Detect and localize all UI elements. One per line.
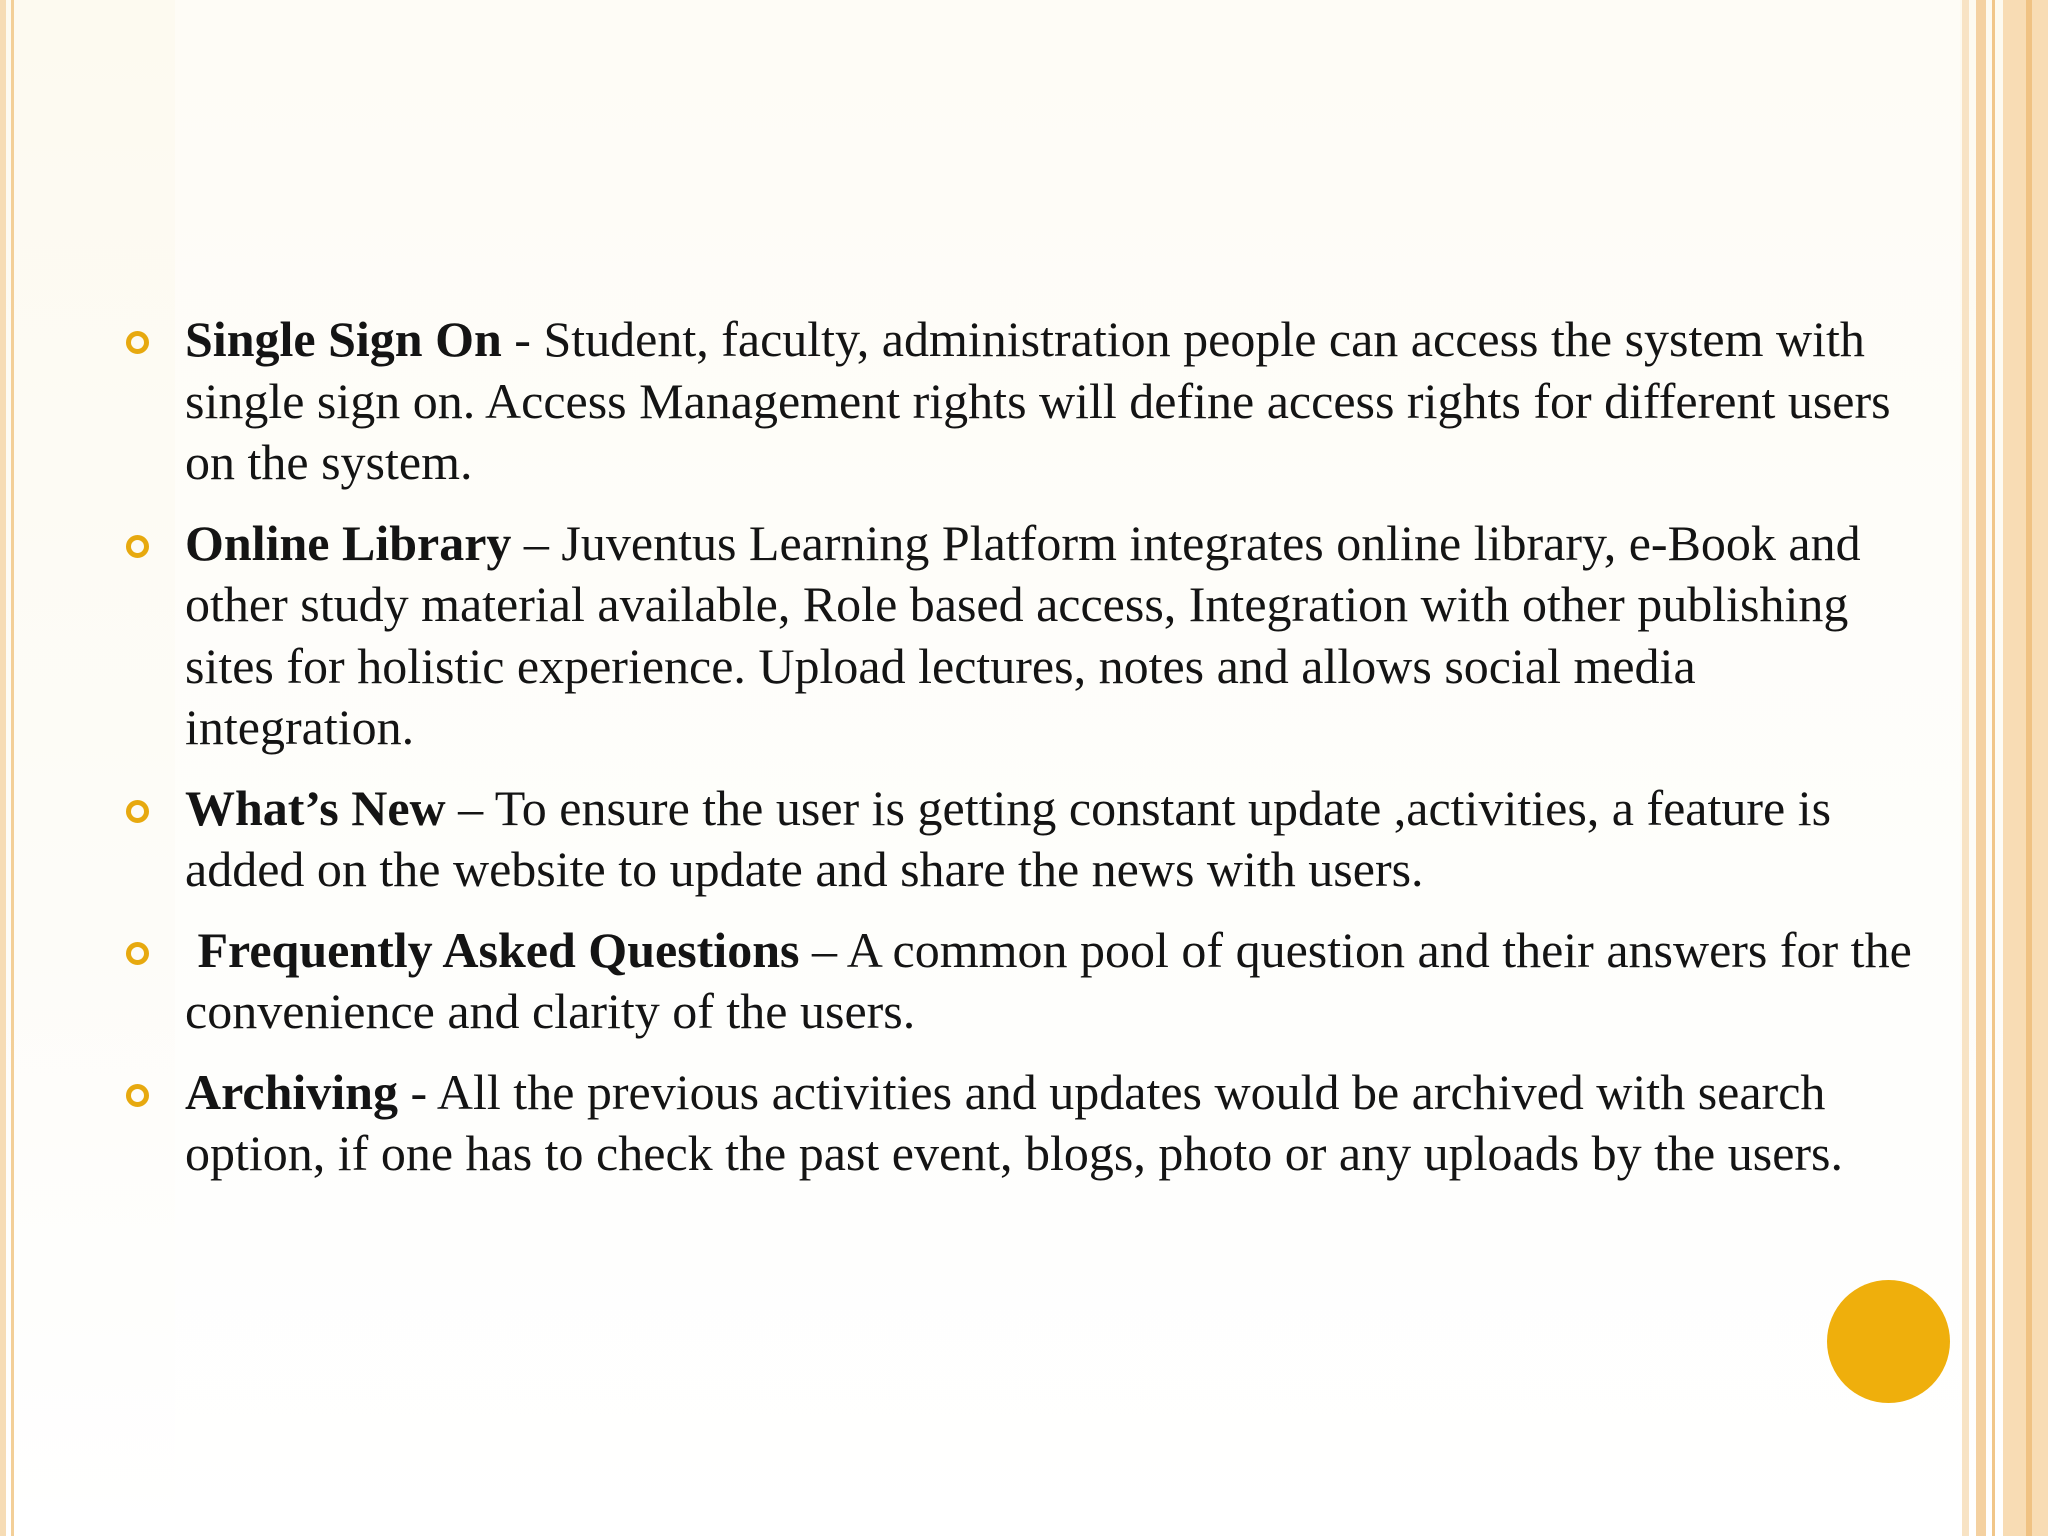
- bullet-circle-icon: [126, 535, 149, 558]
- right-border-stripe: [1992, 0, 1995, 1536]
- feature-term: Online Library: [185, 514, 512, 571]
- feature-description: Juventus Learning Platform integrates online library, e-Book and other study material available, Role based access, Integration with other publishing sites for holistic experience. Upload lectures, notes and allows social media integration.: [185, 514, 1861, 755]
- term-separator: –: [445, 779, 495, 836]
- right-border-stripe: [1976, 0, 1986, 1536]
- term-separator: -: [398, 1063, 437, 1120]
- list-item-single-sign-on: [120, 309, 1935, 494]
- bullet-circle-icon: [126, 942, 149, 965]
- bullet-circle-icon: [126, 800, 149, 823]
- left-border-stripe: [0, 0, 6, 1536]
- feature-term: What’s New: [185, 779, 446, 836]
- bullet-circle-icon: [126, 331, 149, 354]
- feature-term: Archiving: [185, 1063, 398, 1120]
- feature-description: Student, faculty, administration people can access the system with single sign on. Access Management rights will define access rights for different users on the system.: [185, 311, 1891, 490]
- right-border-stripe: [2026, 0, 2032, 1536]
- feature-list: [120, 309, 1935, 1204]
- decorative-circle: [1827, 1280, 1950, 1403]
- left-border-stripe-thin: [11, 0, 14, 1536]
- list-item-whats-new: [120, 778, 1935, 901]
- list-item-online-library: [120, 513, 1935, 759]
- list-item-archiving: [120, 1062, 1935, 1185]
- list-item-faq: [120, 920, 1935, 1043]
- feature-description: All the previous activities and updates would be archived with search option, if one has to check the past event, blogs, photo or any uploads by the users.: [185, 1063, 1844, 1181]
- feature-description: A common pool of question and their answers for the convenience and clarity of the users.: [185, 921, 1912, 1039]
- feature-term: Single Sign On: [185, 311, 502, 367]
- bullet-circle-icon: [126, 1084, 149, 1107]
- feature-term: Frequently Asked Questions: [185, 921, 800, 978]
- term-separator: -: [501, 311, 544, 367]
- right-border-stripe: [1962, 0, 1969, 1536]
- term-separator: –: [511, 514, 562, 571]
- term-separator: –: [799, 921, 847, 978]
- feature-description: To ensure the user is getting constant update ,activities, a feature is added on the website to update and share the news with users.: [185, 779, 1832, 897]
